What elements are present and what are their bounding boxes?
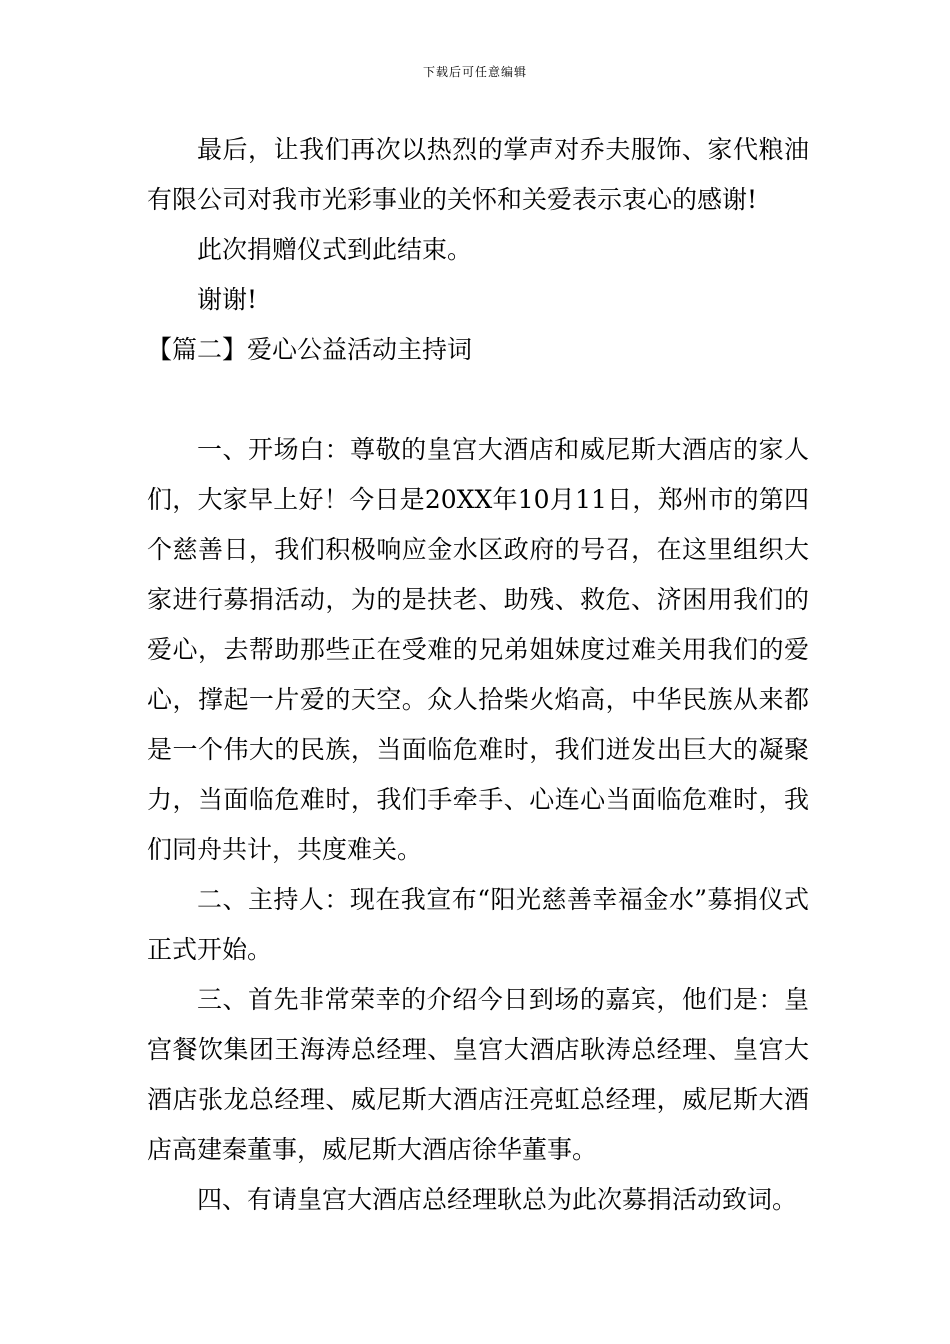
page-header: 下载后可任意编辑: [422, 65, 527, 79]
paragraph-opening: 一、开场白：尊敬的皇宫大酒店和威尼斯大酒店的家人们，大家早上好！今日是20XX年10月11日，郑州市的第四个慈善日，我们积极响应金水区政府的号召，在这里组织大家进行募捐活动，为的是扶老、助残、救危、济困用我们的爱心，去帮助那些正在受难的兄弟姐妹度过难关用我们的爱心，撑起一片爱的天空。众人拾柴火焰高，中华民族从来都是一个伟大的民族，当面临危难时，我们迸发出巨大的凝聚力，当面临危难时，我们手牵手、心连心当面临危难时，我们同舟共计，共度难关。: [147, 435, 809, 864]
document-body: [147, 125, 809, 1225]
paragraph-announcement: 二、主持人：现在我宣布“阳光慈善幸福金水”募捐仪式正式开始。: [147, 885, 809, 964]
paragraph-speech-invite: 四、有请皇宫大酒店总经理耿总为此次募捐活动致词。: [197, 1185, 798, 1214]
paragraph-guests: 三、首先非常荣幸的介绍今日到场的嘉宾，他们是：皇宫餐饮集团王海涛总经理、皇宫大酒店耿涛总经理、皇宫大酒店张龙总经理、威尼斯大酒店汪亮虹总经理，威尼斯大酒店高建秦董事，威尼斯大酒店徐华董事。: [147, 985, 809, 1164]
blank-line: [147, 375, 809, 425]
paragraph-closing-thanks: 最后，让我们再次以热烈的掌声对乔夫服饰、家代粮油有限公司对我市光彩事业的关怀和关爱表示衷心的感谢!: [147, 135, 809, 214]
paragraph-thank-you: 谢谢!: [197, 285, 258, 314]
paragraph-ceremony-end: 此次捐赠仪式到此结束。: [197, 235, 473, 264]
section-heading: 【篇二】爱心公益活动主持词: [147, 335, 473, 364]
